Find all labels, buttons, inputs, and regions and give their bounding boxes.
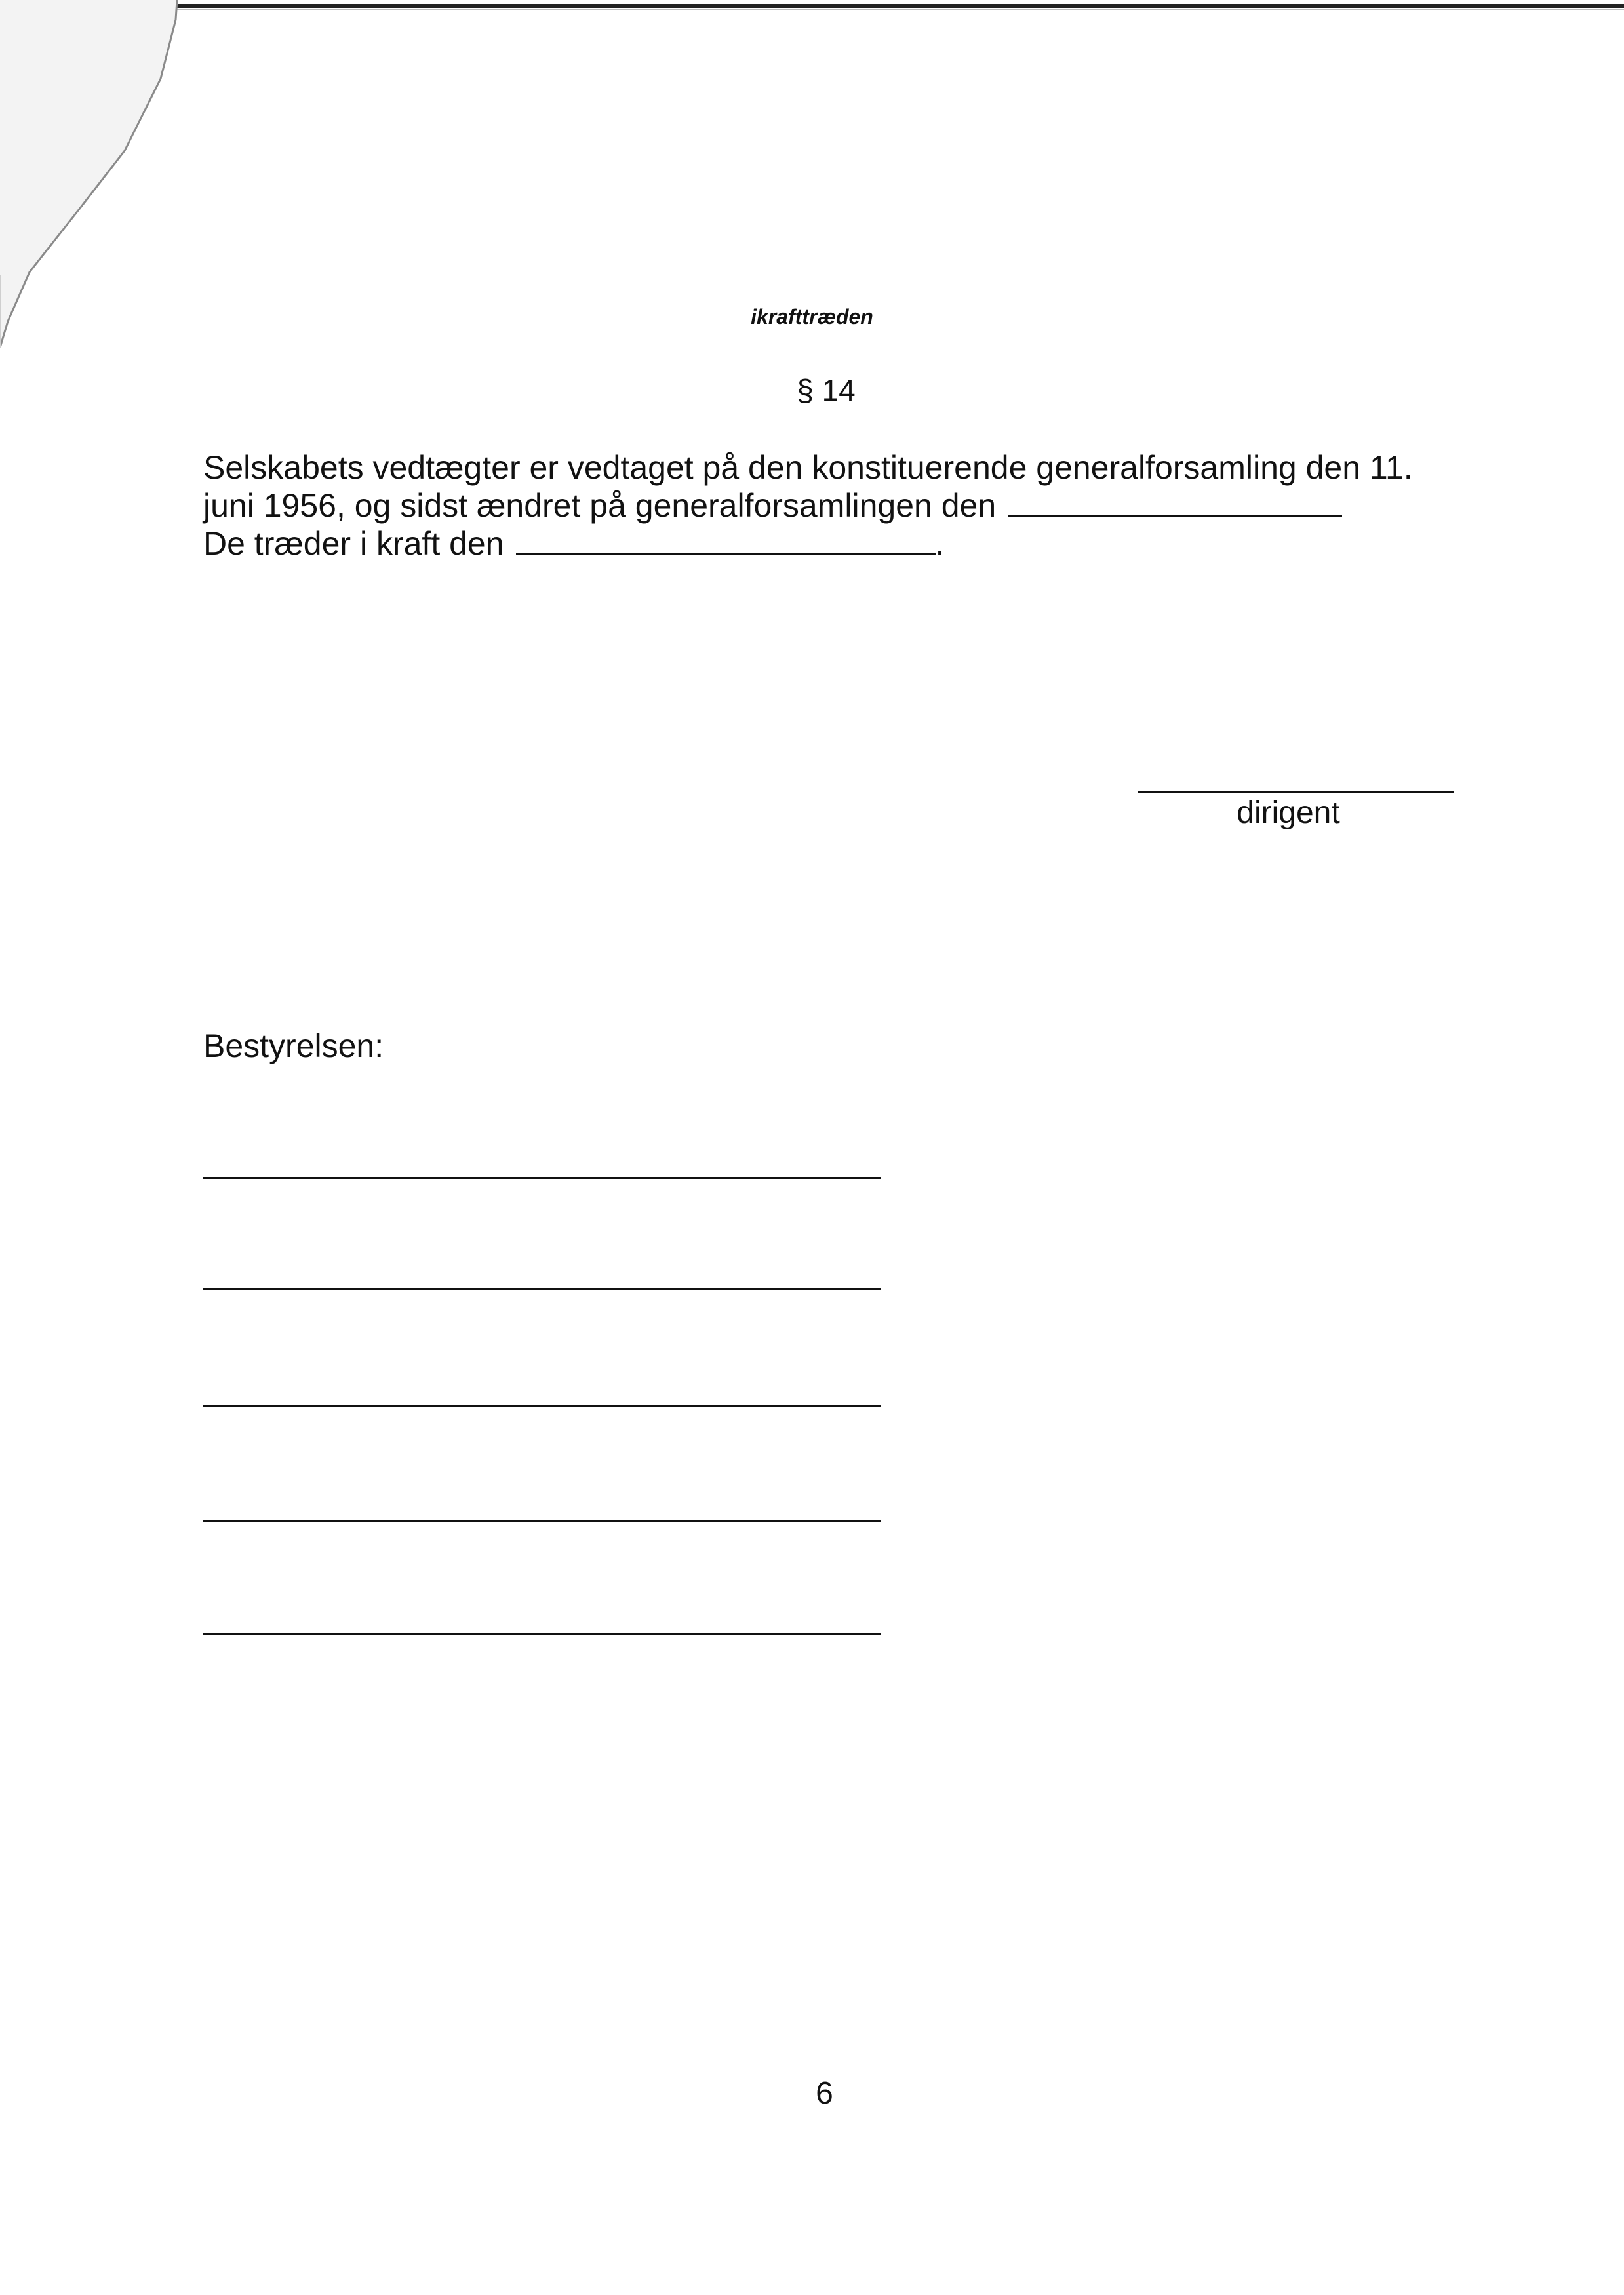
body-line-1: Selskabets vedtægter er vedtaget på den konstituerende generalforsamling den 11. <box>203 449 1413 486</box>
dirigent-label: dirigent <box>1237 795 1340 830</box>
effective-date-blank <box>516 529 936 555</box>
board-signature-line <box>203 1405 881 1407</box>
scan-top-edge-shadow <box>177 9 1624 10</box>
body-paragraph <box>203 449 1515 563</box>
body-line-3-text: De træder i kraft den <box>203 525 504 562</box>
page-number: 6 <box>816 2076 833 2111</box>
scan-top-edge <box>177 4 1624 8</box>
body-line-2-text: juni 1956, og sidst ændret på generalforsamlingen den <box>203 487 997 524</box>
amendment-date-blank <box>1008 491 1342 517</box>
board-signature-line <box>203 1288 881 1290</box>
board-label: Bestyrelsen: <box>203 1028 384 1064</box>
body-line-3 <box>203 525 1515 563</box>
body-line-3-end: . <box>935 525 945 562</box>
section-heading: ikrafttræden <box>751 305 873 329</box>
body-line-2 <box>203 487 1515 525</box>
section-number: § 14 <box>797 373 856 407</box>
dirigent-signature-line <box>1138 791 1454 793</box>
board-signature-line <box>203 1520 881 1522</box>
board-signature-line <box>203 1177 881 1179</box>
board-signature-line <box>203 1633 881 1635</box>
